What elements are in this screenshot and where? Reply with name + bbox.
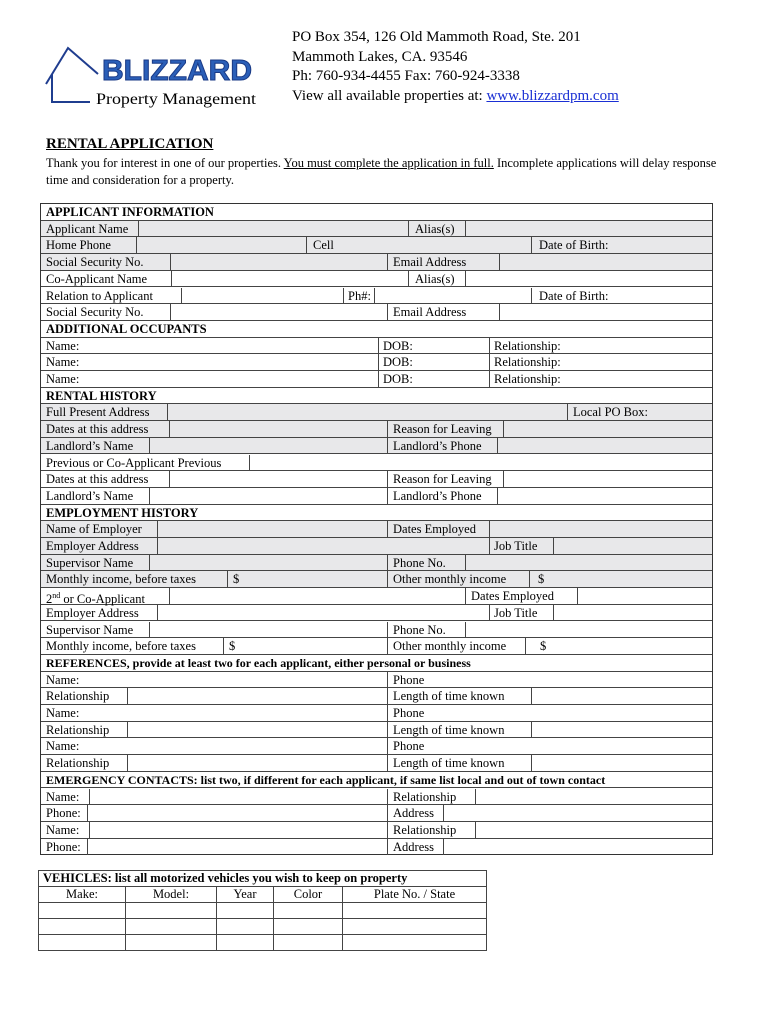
- previous-address-field[interactable]: [249, 455, 250, 471]
- form-row: [41, 455, 712, 472]
- field-label: Ph#:: [348, 288, 371, 303]
- field-label: Relationship: [46, 756, 110, 771]
- form-row: [41, 622, 712, 639]
- field-label: Landlord’s Phone: [393, 488, 482, 503]
- dates-employed-field[interactable]: [489, 521, 490, 537]
- field-label: Job Title: [494, 539, 538, 553]
- landlord-name-field[interactable]: [149, 438, 150, 454]
- cell-field[interactable]: [531, 237, 532, 253]
- field-label: Supervisor Name: [46, 555, 134, 570]
- vehicle-row: [39, 935, 487, 951]
- section-references: [41, 655, 712, 672]
- emergency-name-field[interactable]: [89, 822, 90, 838]
- or-co-applicant: or Co-Applicant: [60, 592, 145, 607]
- field-label: Social Security No.: [46, 255, 144, 270]
- field-label: Relationship: [393, 789, 457, 804]
- vehicle-cell[interactable]: [39, 919, 126, 935]
- column-header: Make:: [39, 887, 126, 903]
- phone-fax-line: Ph: 760-934-4455 Fax: 760-924-3338: [292, 68, 520, 84]
- form-row: [41, 421, 712, 438]
- company-address: [292, 28, 619, 106]
- vehicles-header-row: [39, 887, 487, 903]
- home-phone-field[interactable]: [136, 237, 137, 253]
- section-additional-occupants: [41, 321, 712, 338]
- intro-underlined: You must complete the application in full.: [283, 156, 494, 170]
- vehicle-cell[interactable]: [39, 935, 126, 951]
- field-label: Relationship:: [494, 355, 561, 370]
- field-label: Previous or Co-Applicant Previous: [46, 455, 222, 470]
- prev-landlord-phone-field[interactable]: [497, 488, 498, 504]
- intro-part-2: Incomplete applications will delay response time and consideration for a property.: [46, 156, 717, 187]
- dollar-sign: $: [229, 639, 236, 654]
- field-label: Reason for Leaving: [393, 472, 492, 487]
- co-ssn-field[interactable]: [170, 304, 171, 320]
- field-label: Date of Birth:: [539, 238, 609, 253]
- field-label: Full Present Address: [46, 405, 150, 420]
- emergency-relationship-field[interactable]: [475, 789, 476, 805]
- ref-name-field[interactable]: [387, 738, 388, 754]
- vehicle-cell[interactable]: [217, 903, 274, 919]
- form-row: [41, 805, 712, 822]
- second-job-title-field[interactable]: [553, 605, 554, 621]
- dollar-sign: $: [540, 639, 547, 654]
- second-supervisor-field[interactable]: [149, 622, 150, 638]
- form-row: [41, 338, 712, 355]
- field-label: Employer Address: [46, 539, 139, 553]
- application-form: [40, 203, 713, 855]
- form-row: [41, 371, 712, 388]
- field-label: Name:: [46, 672, 80, 687]
- ref-length-field[interactable]: [531, 755, 532, 771]
- second-dates-employed-field[interactable]: [577, 588, 578, 604]
- job-title-field[interactable]: [553, 538, 554, 554]
- field-label: Dates at this address: [46, 472, 149, 487]
- form-row: [41, 588, 712, 605]
- emergency-phone-field[interactable]: [87, 805, 88, 821]
- form-row: [41, 688, 712, 705]
- field-label: Relation to Applicant: [46, 288, 153, 303]
- employer-address-field[interactable]: [157, 538, 158, 554]
- vehicle-cell[interactable]: [39, 903, 126, 919]
- dollar-sign: $: [233, 572, 240, 587]
- emergency-address-field[interactable]: [443, 805, 444, 821]
- field-label: Name:: [46, 789, 80, 804]
- field-label: Job Title: [494, 605, 538, 620]
- field-label: Applicant Name: [46, 221, 129, 236]
- prev-dates-field[interactable]: [169, 471, 170, 487]
- form-row: [41, 354, 712, 371]
- emergency-phone-field[interactable]: [87, 839, 88, 855]
- form-row: [41, 288, 712, 305]
- field-label: Landlord’s Phone: [393, 438, 482, 453]
- vehicles-table: [38, 870, 487, 951]
- section-applicant-information: [41, 204, 712, 221]
- co-aliases-field[interactable]: [465, 271, 466, 287]
- address-line-2: Mammoth Lakes, CA. 93546: [292, 48, 468, 65]
- field-label: Length of time known: [393, 689, 505, 704]
- vehicle-cell[interactable]: [274, 935, 343, 951]
- properties-prefix: View all available properties at:: [292, 87, 487, 104]
- section-heading: RENTAL HISTORY: [46, 388, 157, 403]
- co-applicant-name-field[interactable]: [171, 271, 172, 287]
- address-line-1: PO Box 354, 126 Old Mammoth Road, Ste. 201: [292, 29, 581, 45]
- logo-subtitle: Property Management: [96, 91, 257, 108]
- field-label: Name:: [46, 355, 80, 370]
- section-rental-history: [41, 388, 712, 405]
- second-employer-field[interactable]: [169, 588, 170, 604]
- column-header: Model:: [126, 887, 217, 903]
- form-row: [41, 438, 712, 455]
- form-row: [41, 822, 712, 839]
- form-row: [41, 638, 712, 655]
- field-label: Co-Applicant Name: [46, 271, 148, 286]
- co-email-field[interactable]: [499, 304, 500, 320]
- field-label: Email Address: [393, 305, 467, 320]
- second-employer-address-field[interactable]: [157, 605, 158, 621]
- field-label: Home Phone: [46, 238, 111, 253]
- supervisor-name-field[interactable]: [149, 555, 150, 571]
- section-heading: APPLICANT INFORMATION: [46, 205, 214, 219]
- emergency-address-field[interactable]: [443, 839, 444, 855]
- ref-length-field[interactable]: [531, 688, 532, 704]
- employer-name-field[interactable]: [157, 521, 158, 537]
- ref-name-field[interactable]: [387, 705, 388, 721]
- field-label: Monthly income, before taxes: [46, 639, 196, 654]
- field-label: Landlord’s Name: [46, 488, 134, 503]
- field-label: Monthly income, before taxes: [46, 572, 196, 587]
- page-title: RENTAL APPLICATION: [46, 136, 214, 152]
- field-label: Date of Birth:: [539, 288, 609, 303]
- field-label: Dates Employed: [471, 589, 554, 604]
- ref-name-field[interactable]: [387, 672, 388, 688]
- second-num: 2: [46, 592, 53, 607]
- vehicle-cell[interactable]: [343, 903, 487, 919]
- section-heading: REFERENCES, provide at least two for each applicant, either personal or business: [46, 655, 471, 670]
- aliases-field[interactable]: [465, 221, 466, 237]
- field-label: Other monthly income: [393, 572, 507, 587]
- reason-leaving-field[interactable]: [503, 421, 504, 437]
- ref-relationship-field[interactable]: [127, 755, 128, 771]
- field-label: Phone No.: [393, 622, 446, 637]
- ssn-field[interactable]: [170, 254, 171, 270]
- section-heading: ADDITIONAL OCCUPANTS: [46, 321, 207, 336]
- field-label: Relationship: [46, 689, 110, 704]
- form-row: [41, 538, 712, 555]
- column-header: Year: [217, 887, 274, 903]
- field-label: Dates at this address: [46, 422, 149, 437]
- field-label: Relationship: [46, 722, 110, 737]
- form-row: [41, 755, 712, 772]
- website-link[interactable]: www.blizzardpm.com: [486, 87, 619, 104]
- vehicle-row: [39, 919, 487, 935]
- vehicle-row: [39, 903, 487, 919]
- field-label: Reason for Leaving: [393, 422, 492, 437]
- section-heading: EMPLOYMENT HISTORY: [46, 505, 199, 520]
- form-row: [41, 738, 712, 755]
- applicant-name-field[interactable]: [138, 221, 139, 237]
- field-label: Phone: [393, 739, 425, 754]
- prev-reason-field[interactable]: [503, 471, 504, 487]
- field-label: Address: [393, 806, 434, 821]
- field-label: Phone No.: [393, 555, 446, 570]
- field-label: Local PO Box:: [573, 405, 648, 420]
- supervisor-phone-field[interactable]: [465, 555, 466, 571]
- vehicles-heading: VEHICLES: list all motorized vehicles you wish to keep on property: [39, 871, 487, 887]
- field-label: Name of Employer: [46, 522, 142, 537]
- field-label: Name:: [46, 739, 80, 754]
- second-supervisor-phone-field[interactable]: [465, 622, 466, 638]
- vehicle-cell[interactable]: [126, 903, 217, 919]
- field-label: Name:: [46, 822, 80, 837]
- form-row: [41, 605, 712, 622]
- column-header: Color: [274, 887, 343, 903]
- form-row: [41, 404, 712, 421]
- field-label: Name:: [46, 706, 80, 720]
- field-label: Address: [393, 839, 434, 854]
- vehicle-cell[interactable]: [217, 935, 274, 951]
- form-row: [41, 839, 712, 856]
- field-label: Social Security No.: [46, 305, 144, 320]
- field-label: Supervisor Name: [46, 622, 134, 637]
- intro-part-1: Thank you for interest in one of our properties.: [46, 156, 284, 170]
- ref-length-field[interactable]: [531, 722, 532, 738]
- present-address-field[interactable]: [167, 404, 168, 420]
- house-outline-icon: [46, 48, 98, 102]
- second-sup: nd: [52, 591, 61, 601]
- field-label: Phone: [393, 672, 425, 687]
- form-row: [41, 221, 712, 238]
- field-label: Relationship:: [494, 338, 561, 353]
- logo-word: BLIZZARD: [102, 55, 252, 87]
- field-label: Relationship:: [494, 372, 561, 386]
- field-label: Email Address: [393, 255, 467, 270]
- field-label: Length of time known: [393, 722, 505, 737]
- field-label: Dates Employed: [393, 522, 476, 537]
- vehicle-cell[interactable]: [126, 919, 217, 935]
- field-label: Landlord’s Name: [46, 438, 134, 453]
- field-label: DOB:: [383, 372, 413, 386]
- form-row: [41, 237, 712, 254]
- prev-landlord-field[interactable]: [149, 488, 150, 504]
- form-row: [41, 304, 712, 321]
- section-employment-history: [41, 505, 712, 522]
- form-row: [41, 488, 712, 505]
- co-phone-field[interactable]: [374, 288, 375, 304]
- field-label: Alias(s): [415, 271, 455, 286]
- field-label: Name:: [46, 338, 80, 353]
- intro-text: [46, 155, 726, 189]
- form-row: [41, 789, 712, 806]
- ref-relationship-field[interactable]: [127, 722, 128, 738]
- emergency-relationship-field[interactable]: [475, 822, 476, 838]
- field-label: Phone:: [46, 806, 81, 821]
- vehicle-cell[interactable]: [217, 919, 274, 935]
- vehicle-cell[interactable]: [274, 919, 343, 935]
- field-label: DOB:: [383, 355, 413, 370]
- vehicle-cell[interactable]: [126, 935, 217, 951]
- emergency-name-field[interactable]: [89, 789, 90, 805]
- form-row: [41, 555, 712, 572]
- properties-line: [292, 87, 619, 107]
- section-heading: EMERGENCY CONTACTS: list two, if different for each applicant, if same list local and out of town contact: [46, 772, 606, 787]
- column-header: Plate No. / State: [343, 887, 487, 903]
- relation-field[interactable]: [181, 288, 182, 304]
- second-monthly-income-field[interactable]: [387, 638, 388, 654]
- field-label: Phone:: [46, 839, 81, 854]
- monthly-income-field[interactable]: [387, 571, 388, 587]
- vehicle-cell[interactable]: [274, 903, 343, 919]
- field-label: Alias(s): [415, 221, 455, 236]
- vehicle-cell[interactable]: [343, 935, 487, 951]
- form-row: [41, 705, 712, 722]
- dollar-sign: $: [538, 572, 545, 587]
- form-row: [41, 672, 712, 689]
- email-field[interactable]: [499, 254, 500, 270]
- landlord-phone-field[interactable]: [497, 438, 498, 454]
- form-row: [41, 722, 712, 739]
- field-label: Name:: [46, 372, 80, 386]
- form-row: [41, 521, 712, 538]
- form-row: [41, 571, 712, 588]
- form-row: [41, 271, 712, 288]
- vehicle-cell[interactable]: [343, 919, 487, 935]
- vehicles-heading-row: [39, 871, 487, 887]
- field-label: Length of time known: [393, 756, 505, 771]
- section-emergency-contacts: [41, 772, 712, 789]
- field-label: DOB:: [383, 338, 413, 353]
- blizzard-logo: [40, 44, 265, 116]
- field-label: Employer Address: [46, 605, 139, 620]
- field-label: Relationship: [393, 822, 457, 837]
- form-row: [41, 254, 712, 271]
- form-row: [41, 471, 712, 488]
- dates-address-field[interactable]: [169, 421, 170, 437]
- field-label: Other monthly income: [393, 639, 507, 654]
- field-label: Cell: [313, 238, 334, 253]
- ref-relationship-field[interactable]: [127, 688, 128, 704]
- field-label: Phone: [393, 706, 425, 720]
